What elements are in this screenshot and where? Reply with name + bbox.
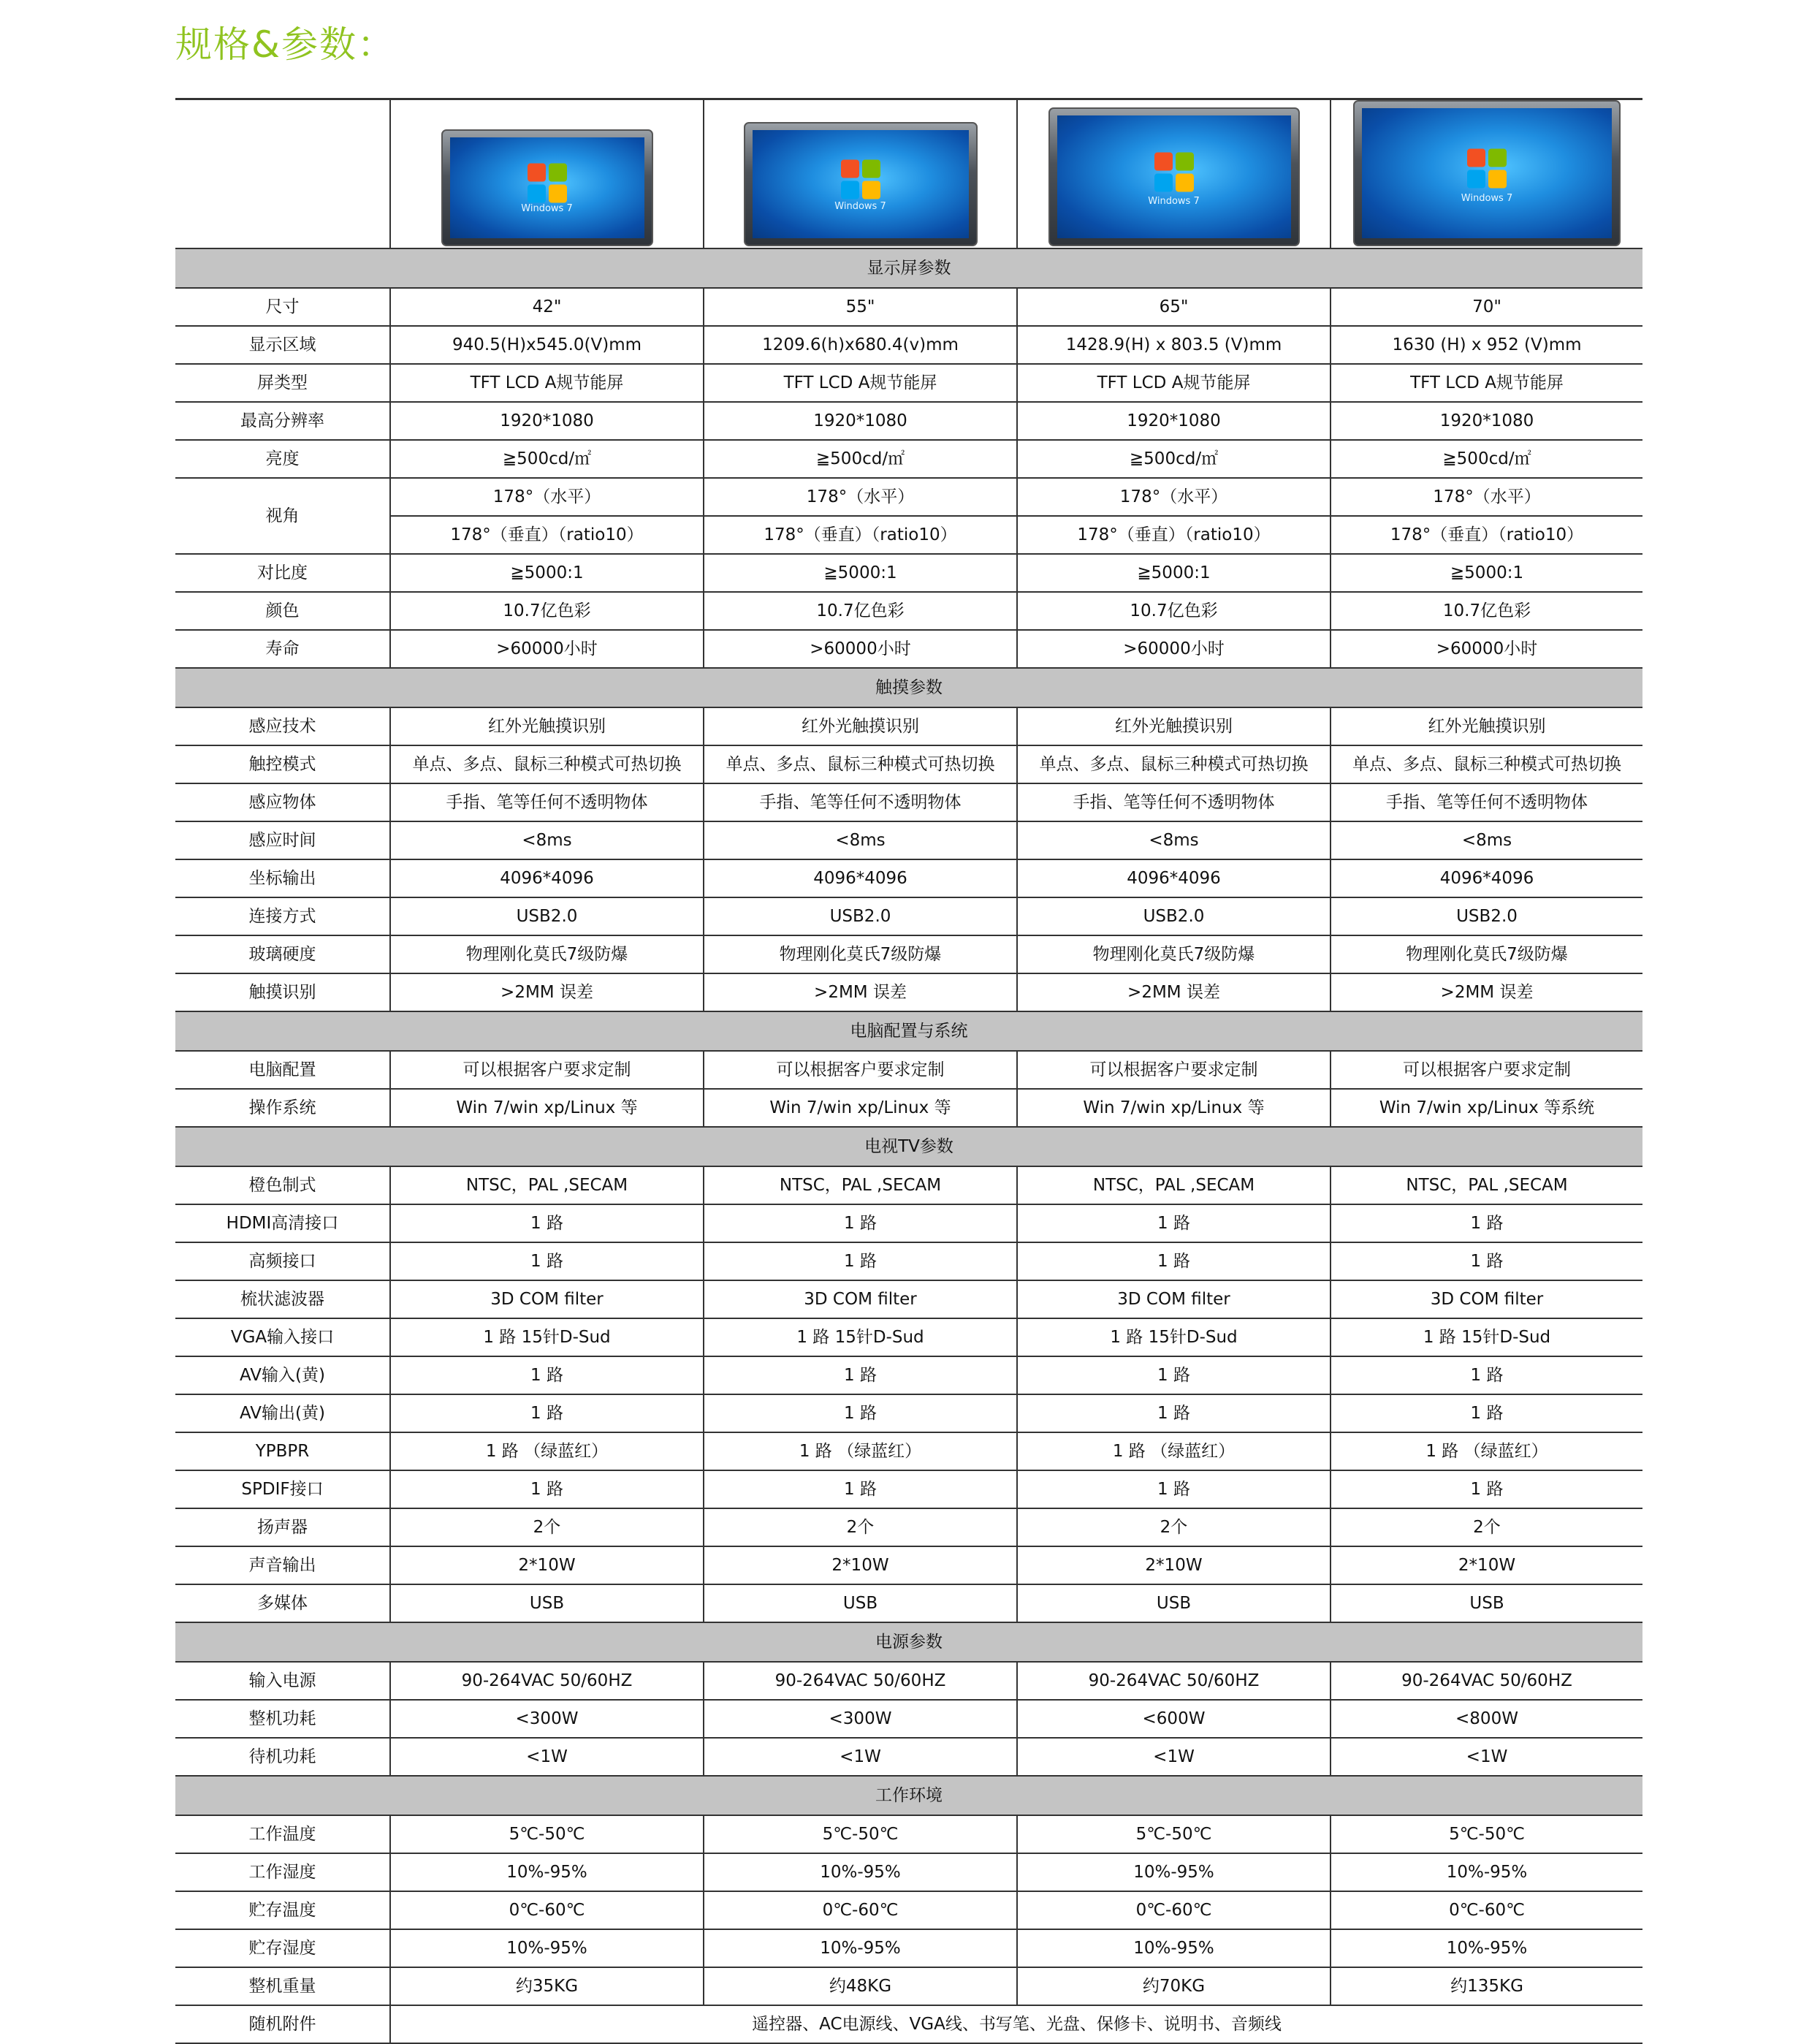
- spec-value: <8ms: [1017, 821, 1331, 859]
- spec-value: USB2.0: [1331, 897, 1642, 935]
- spec-value: <300W: [390, 1700, 704, 1738]
- spec-value: 1428.9(H) x 803.5 (V)mm: [1017, 326, 1331, 364]
- spec-value: 2*10W: [1331, 1546, 1642, 1584]
- spec-value: 1 路 （绿蓝红）: [1331, 1432, 1642, 1470]
- spec-label: VGA输入接口: [175, 1318, 390, 1356]
- spec-value: 单点、多点、鼠标三种模式可热切换: [704, 745, 1017, 783]
- spec-value: 可以根据客户要求定制: [1331, 1051, 1642, 1089]
- windows-logo-icon: [1154, 153, 1194, 192]
- spec-label: 输入电源: [175, 1662, 390, 1700]
- spec-label: 梳状滤波器: [175, 1280, 390, 1318]
- spec-value: 2*10W: [390, 1546, 704, 1584]
- monitor-screen: [753, 130, 969, 238]
- spec-row: [175, 2005, 1642, 2043]
- spec-value: <1W: [1331, 1738, 1642, 1776]
- spec-value: USB: [1331, 1584, 1642, 1622]
- section-title: 电视TV参数: [175, 1127, 1642, 1166]
- spec-value: 1920*1080: [390, 402, 704, 440]
- spec-row: [175, 1546, 1642, 1584]
- spec-row: [175, 935, 1642, 973]
- spec-value: 2个: [1331, 1508, 1642, 1546]
- spec-value: <1W: [390, 1738, 704, 1776]
- spec-value: 1 路: [1331, 1394, 1642, 1432]
- spec-value: 2*10W: [704, 1546, 1017, 1584]
- spec-value: ≧5000:1: [1017, 554, 1331, 592]
- spec-value: 178°（水平）: [1331, 478, 1642, 516]
- spec-row: [175, 707, 1642, 745]
- spec-row: [175, 1394, 1642, 1432]
- spec-value: 5℃-50℃: [1017, 1815, 1331, 1853]
- spec-value: 手指、笔等任何不透明物体: [390, 783, 704, 821]
- spec-value: 1 路: [390, 1470, 704, 1508]
- spec-label: AV输入(黄): [175, 1356, 390, 1394]
- monitor-cell: [1331, 99, 1642, 249]
- spec-value: 4096*4096: [1331, 859, 1642, 897]
- spec-value: 10.7亿色彩: [1017, 592, 1331, 630]
- spec-value: 178°（垂直）（ratio10）: [1017, 516, 1331, 554]
- spec-value: USB2.0: [1017, 897, 1331, 935]
- spec-label: 触摸识别: [175, 973, 390, 1011]
- spec-label: AV输出(黄): [175, 1394, 390, 1432]
- section-header: [175, 668, 1642, 707]
- spec-row: [175, 1166, 1642, 1204]
- spec-value: 1 路 （绿蓝红）: [1017, 1432, 1331, 1470]
- spec-label: 视角: [175, 478, 390, 554]
- monitor-screen: [450, 137, 644, 238]
- spec-value: 单点、多点、鼠标三种模式可热切换: [1017, 745, 1331, 783]
- spec-value: <600W: [1017, 1700, 1331, 1738]
- spec-row: [175, 1700, 1642, 1738]
- spec-value: 90-264VAC 50/60HZ: [390, 1662, 704, 1700]
- spec-label: 贮存温度: [175, 1891, 390, 1929]
- section-header: [175, 1622, 1642, 1662]
- spec-value: >60000小时: [704, 630, 1017, 668]
- page-title: 规格&参数：: [175, 23, 395, 66]
- spec-value: 手指、笔等任何不透明物体: [1331, 783, 1642, 821]
- monitor-image: [1353, 100, 1621, 246]
- spec-value: 5℃-50℃: [704, 1815, 1017, 1853]
- spec-value: 10.7亿色彩: [704, 592, 1017, 630]
- spec-value: 1 路 15针D-Sud: [704, 1318, 1017, 1356]
- windows-text: Windows 7: [1148, 195, 1200, 207]
- spec-value: 1 路: [390, 1204, 704, 1242]
- spec-value: ≧500cd/㎡: [1017, 440, 1331, 478]
- spec-value: ≧500cd/㎡: [704, 440, 1017, 478]
- spec-value: >2MM 误差: [704, 973, 1017, 1011]
- spec-row: [175, 1815, 1642, 1853]
- spec-value: 1 路: [1017, 1470, 1331, 1508]
- spec-row: [175, 1584, 1642, 1622]
- spec-value: 红外光触摸识别: [1331, 707, 1642, 745]
- spec-label: 感应时间: [175, 821, 390, 859]
- spec-row: [175, 783, 1642, 821]
- spec-row: [175, 1662, 1642, 1700]
- spec-row: [175, 516, 1642, 554]
- spec-row: [175, 364, 1642, 402]
- spec-value: 物理刚化莫氏7级防爆: [704, 935, 1017, 973]
- spec-value: 5℃-50℃: [390, 1815, 704, 1853]
- spec-value: ≧5000:1: [1331, 554, 1642, 592]
- spec-row: [175, 973, 1642, 1011]
- spec-row: [175, 1967, 1642, 2005]
- spec-label: 颜色: [175, 592, 390, 630]
- spec-label: 显示区域: [175, 326, 390, 364]
- spec-value: 65": [1017, 288, 1331, 326]
- spec-value: USB: [704, 1584, 1017, 1622]
- spec-value: 1 路: [1331, 1242, 1642, 1280]
- spec-row: [175, 554, 1642, 592]
- spec-row: [175, 1356, 1642, 1394]
- spec-row: [175, 1089, 1642, 1127]
- spec-label: 工作温度: [175, 1815, 390, 1853]
- windows-logo-icon: [1467, 149, 1507, 189]
- monitor-image: [1048, 107, 1300, 246]
- spec-value: 2个: [1017, 1508, 1331, 1546]
- spec-value: 0℃-60℃: [390, 1891, 704, 1929]
- monitor-screen: [1362, 108, 1612, 238]
- spec-label: 工作湿度: [175, 1853, 390, 1891]
- spec-value: 1 路: [1331, 1470, 1642, 1508]
- section-header: [175, 1127, 1642, 1166]
- spec-label: 电脑配置: [175, 1051, 390, 1089]
- spec-value: 10%-95%: [390, 1853, 704, 1891]
- spec-value: 3D COM filter: [390, 1280, 704, 1318]
- spec-value: 1 路: [390, 1356, 704, 1394]
- spec-row: [175, 821, 1642, 859]
- spec-value: 10.7亿色彩: [1331, 592, 1642, 630]
- spec-row: [175, 1929, 1642, 1967]
- spec-value: NTSC，PAL ,SECAM: [1331, 1166, 1642, 1204]
- spec-label: 连接方式: [175, 897, 390, 935]
- spec-value: 单点、多点、鼠标三种模式可热切换: [390, 745, 704, 783]
- section-header: [175, 248, 1642, 288]
- spec-value: 178°（水平）: [390, 478, 704, 516]
- spec-value: Win 7/win xp/Linux 等: [390, 1089, 704, 1127]
- section-header: [175, 1776, 1642, 1815]
- spec-value: 10%-95%: [1017, 1929, 1331, 1967]
- spec-value: 2个: [390, 1508, 704, 1546]
- spec-value: USB: [390, 1584, 704, 1622]
- spec-row: [175, 1280, 1642, 1318]
- spec-value: 178°（水平）: [1017, 478, 1331, 516]
- spec-value: 可以根据客户要求定制: [1017, 1051, 1331, 1089]
- spec-value: 178°（垂直）（ratio10）: [390, 516, 704, 554]
- spec-value: 1920*1080: [1331, 402, 1642, 440]
- spec-row: [175, 1204, 1642, 1242]
- section-title: 电源参数: [175, 1622, 1642, 1662]
- spec-row: [175, 1891, 1642, 1929]
- spec-label: 对比度: [175, 554, 390, 592]
- spec-label: 操作系统: [175, 1089, 390, 1127]
- spec-value: 10.7亿色彩: [390, 592, 704, 630]
- spec-row: [175, 440, 1642, 478]
- spec-value: 4096*4096: [1017, 859, 1331, 897]
- spec-value: 3D COM filter: [704, 1280, 1017, 1318]
- spec-row: [175, 478, 1642, 516]
- spec-value: >2MM 误差: [1331, 973, 1642, 1011]
- spec-row: [175, 745, 1642, 783]
- spec-value: TFT LCD A规节能屏: [390, 364, 704, 402]
- spec-label: 待机功耗: [175, 1738, 390, 1776]
- spec-value: 0℃-60℃: [1331, 1891, 1642, 1929]
- spec-label: 寿命: [175, 630, 390, 668]
- spec-value: <1W: [1017, 1738, 1331, 1776]
- windows-text: Windows 7: [834, 200, 886, 212]
- spec-value: 物理刚化莫氏7级防爆: [1017, 935, 1331, 973]
- spec-value: >60000小时: [1331, 630, 1642, 668]
- spec-row: [175, 630, 1642, 668]
- image-row-label: [175, 99, 390, 249]
- spec-row: [175, 1051, 1642, 1089]
- spec-value: 178°（垂直）（ratio10）: [704, 516, 1017, 554]
- spec-value: 55": [704, 288, 1017, 326]
- spec-label: 橙色制式: [175, 1166, 390, 1204]
- spec-value: 940.5(H)x545.0(V)mm: [390, 326, 704, 364]
- spec-value: <1W: [704, 1738, 1017, 1776]
- accessories-value: 遥控器、AC电源线、VGA线、书写笔、光盘、保修卡、说明书、音频线: [390, 2005, 1642, 2043]
- spec-value: TFT LCD A规节能屏: [1017, 364, 1331, 402]
- spec-label: 屏类型: [175, 364, 390, 402]
- spec-value: 可以根据客户要求定制: [390, 1051, 704, 1089]
- spec-label: 坐标输出: [175, 859, 390, 897]
- monitor-cell: [704, 99, 1017, 249]
- spec-value: 10%-95%: [1331, 1853, 1642, 1891]
- spec-value: ≧500cd/㎡: [1331, 440, 1642, 478]
- spec-row: [175, 1432, 1642, 1470]
- spec-value: 0℃-60℃: [1017, 1891, 1331, 1929]
- spec-label: 玻璃硬度: [175, 935, 390, 973]
- section-title: 触摸参数: [175, 668, 1642, 707]
- spec-value: 1 路 15针D-Sud: [1331, 1318, 1642, 1356]
- spec-value: USB2.0: [704, 897, 1017, 935]
- spec-label: HDMI高清接口: [175, 1204, 390, 1242]
- spec-row: [175, 1738, 1642, 1776]
- spec-value: <8ms: [390, 821, 704, 859]
- windows-text: Windows 7: [1461, 193, 1513, 205]
- spec-value: 0℃-60℃: [704, 1891, 1017, 1929]
- spec-value: 10%-95%: [704, 1929, 1017, 1967]
- spec-value: 1 路: [704, 1204, 1017, 1242]
- spec-value: 1 路: [390, 1242, 704, 1280]
- spec-value: 5℃-50℃: [1331, 1815, 1642, 1853]
- spec-label: 高频接口: [175, 1242, 390, 1280]
- spec-value: 70": [1331, 288, 1642, 326]
- image-row: [175, 99, 1642, 249]
- spec-value: 单点、多点、鼠标三种模式可热切换: [1331, 745, 1642, 783]
- monitor-image: [744, 122, 978, 246]
- spec-row: [175, 326, 1642, 364]
- spec-value: 1 路 （绿蓝红）: [390, 1432, 704, 1470]
- spec-value: Win 7/win xp/Linux 等: [1017, 1089, 1331, 1127]
- spec-label: 声音输出: [175, 1546, 390, 1584]
- spec-value: 90-264VAC 50/60HZ: [1331, 1662, 1642, 1700]
- spec-row: [175, 859, 1642, 897]
- spec-value: >60000小时: [1017, 630, 1331, 668]
- windows-text: Windows 7: [521, 203, 573, 215]
- spec-value: 178°（水平）: [704, 478, 1017, 516]
- spec-value: 约35KG: [390, 1967, 704, 2005]
- spec-value: 1920*1080: [704, 402, 1017, 440]
- spec-value: USB2.0: [390, 897, 704, 935]
- spec-value: 10%-95%: [1331, 1929, 1642, 1967]
- spec-value: 178°（垂直）（ratio10）: [1331, 516, 1642, 554]
- spec-value: 1 路 15针D-Sud: [1017, 1318, 1331, 1356]
- monitor-cell: [1017, 99, 1331, 249]
- spec-value: Win 7/win xp/Linux 等系统: [1331, 1089, 1642, 1127]
- section-title: 电脑配置与系统: [175, 1011, 1642, 1051]
- spec-value: 1630 (H) x 952 (V)mm: [1331, 326, 1642, 364]
- spec-value: <8ms: [1331, 821, 1642, 859]
- spec-value: 3D COM filter: [1331, 1280, 1642, 1318]
- spec-value: Win 7/win xp/Linux 等: [704, 1089, 1017, 1127]
- spec-row: [175, 1318, 1642, 1356]
- spec-value: 2*10W: [1017, 1546, 1331, 1584]
- spec-value: >2MM 误差: [1017, 973, 1331, 1011]
- spec-label: 贮存湿度: [175, 1929, 390, 1967]
- spec-value: 约135KG: [1331, 1967, 1642, 2005]
- spec-row: [175, 897, 1642, 935]
- spec-row: [175, 592, 1642, 630]
- spec-label: 感应物体: [175, 783, 390, 821]
- spec-value: 1 路: [1017, 1204, 1331, 1242]
- spec-value: 红外光触摸识别: [1017, 707, 1331, 745]
- spec-value: 红外光触摸识别: [704, 707, 1017, 745]
- spec-value: 物理刚化莫氏7级防爆: [390, 935, 704, 973]
- spec-row: [175, 1508, 1642, 1546]
- spec-label: SPDIF接口: [175, 1470, 390, 1508]
- spec-row: [175, 402, 1642, 440]
- spec-value: 物理刚化莫氏7级防爆: [1331, 935, 1642, 973]
- spec-value: 1920*1080: [1017, 402, 1331, 440]
- spec-value: 1209.6(h)x680.4(v)mm: [704, 326, 1017, 364]
- section-header: [175, 1011, 1642, 1051]
- spec-value: 1 路 15针D-Sud: [390, 1318, 704, 1356]
- spec-value: ≧500cd/㎡: [390, 440, 704, 478]
- spec-value: TFT LCD A规节能屏: [704, 364, 1017, 402]
- spec-value: 90-264VAC 50/60HZ: [704, 1662, 1017, 1700]
- spec-value: 1 路: [1331, 1356, 1642, 1394]
- spec-value: 1 路: [704, 1356, 1017, 1394]
- spec-label: 亮度: [175, 440, 390, 478]
- spec-value: 3D COM filter: [1017, 1280, 1331, 1318]
- spec-value: 1 路 （绿蓝红）: [704, 1432, 1017, 1470]
- spec-value: >60000小时: [390, 630, 704, 668]
- spec-row: [175, 1242, 1642, 1280]
- spec-value: 1 路: [1017, 1242, 1331, 1280]
- spec-value: 90-264VAC 50/60HZ: [1017, 1662, 1331, 1700]
- spec-value: 1 路: [1017, 1394, 1331, 1432]
- spec-value: 2个: [704, 1508, 1017, 1546]
- monitor-cell: [390, 99, 704, 249]
- spec-value: 1 路: [704, 1470, 1017, 1508]
- spec-label: 随机附件: [175, 2005, 390, 2043]
- spec-value: <8ms: [704, 821, 1017, 859]
- spec-value: 手指、笔等任何不透明物体: [704, 783, 1017, 821]
- spec-row: [175, 288, 1642, 326]
- spec-value: <800W: [1331, 1700, 1642, 1738]
- spec-value: NTSC，PAL ,SECAM: [1017, 1166, 1331, 1204]
- spec-value: 约70KG: [1017, 1967, 1331, 2005]
- windows-logo-icon: [528, 164, 567, 203]
- spec-value: 10%-95%: [1017, 1853, 1331, 1891]
- spec-value: 约48KG: [704, 1967, 1017, 2005]
- monitor-image: [441, 129, 653, 246]
- spec-value: 可以根据客户要求定制: [704, 1051, 1017, 1089]
- spec-label: 扬声器: [175, 1508, 390, 1546]
- section-title: 工作环境: [175, 1776, 1642, 1815]
- spec-value: 1 路: [1017, 1356, 1331, 1394]
- spec-value: 1 路: [704, 1242, 1017, 1280]
- spec-row: [175, 1470, 1642, 1508]
- spec-value: 1 路: [390, 1394, 704, 1432]
- spec-value: 10%-95%: [704, 1853, 1017, 1891]
- spec-value: 4096*4096: [704, 859, 1017, 897]
- spec-value: USB: [1017, 1584, 1331, 1622]
- spec-value: 红外光触摸识别: [390, 707, 704, 745]
- section-title: 显示屏参数: [175, 248, 1642, 288]
- spec-label: 最高分辨率: [175, 402, 390, 440]
- spec-value: NTSC，PAL ,SECAM: [704, 1166, 1017, 1204]
- spec-label: 整机功耗: [175, 1700, 390, 1738]
- spec-value: TFT LCD A规节能屏: [1331, 364, 1642, 402]
- spec-value: <300W: [704, 1700, 1017, 1738]
- spec-value: 手指、笔等任何不透明物体: [1017, 783, 1331, 821]
- spec-label: YPBPR: [175, 1432, 390, 1470]
- spec-value: ≧5000:1: [390, 554, 704, 592]
- spec-row: [175, 1853, 1642, 1891]
- monitor-screen: [1057, 115, 1291, 238]
- spec-value: 4096*4096: [390, 859, 704, 897]
- spec-label: 整机重量: [175, 1967, 390, 2005]
- spec-table: [175, 98, 1642, 2044]
- spec-label: 尺寸: [175, 288, 390, 326]
- spec-value: 42": [390, 288, 704, 326]
- spec-value: 10%-95%: [390, 1929, 704, 1967]
- spec-label: 多媒体: [175, 1584, 390, 1622]
- spec-value: NTSC，PAL ,SECAM: [390, 1166, 704, 1204]
- windows-logo-icon: [841, 160, 880, 200]
- spec-value: >2MM 误差: [390, 973, 704, 1011]
- spec-label: 感应技术: [175, 707, 390, 745]
- spec-label: 触控模式: [175, 745, 390, 783]
- spec-value: ≧5000:1: [704, 554, 1017, 592]
- spec-value: 1 路: [1331, 1204, 1642, 1242]
- spec-value: 1 路: [704, 1394, 1017, 1432]
